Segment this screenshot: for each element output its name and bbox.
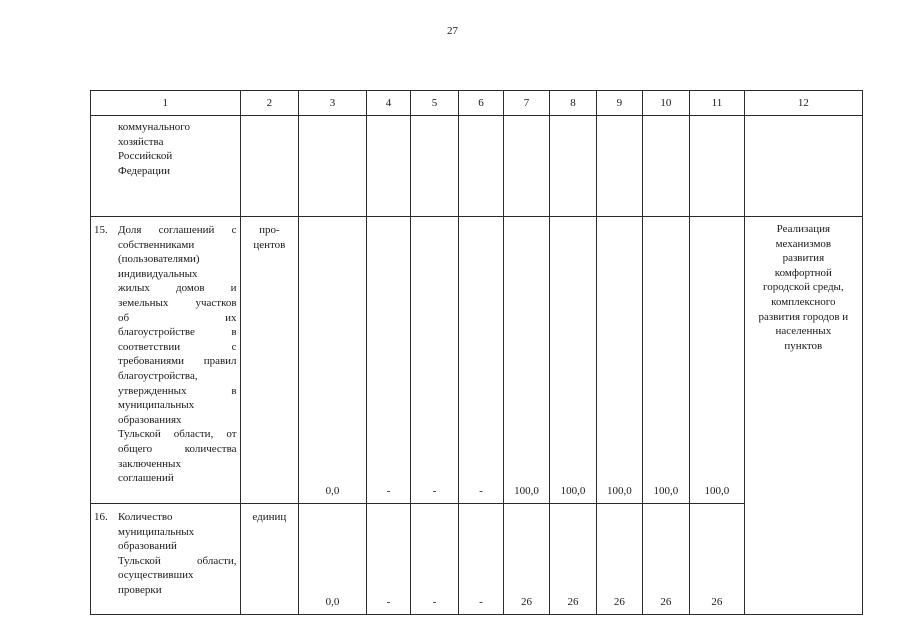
unit-cell xyxy=(240,116,299,217)
unit-cell: единиц xyxy=(240,504,299,615)
value-cell: - xyxy=(458,217,503,504)
value-cell: 26 xyxy=(642,504,689,615)
indicator-line: муниципальных xyxy=(118,399,195,412)
indicator-line: коммунального xyxy=(118,121,190,133)
indicator-line: Тульской области, xyxy=(118,554,237,567)
value-cell xyxy=(549,116,596,217)
row-number xyxy=(94,120,118,178)
col-header: 4 xyxy=(366,91,410,116)
indicator-line: индивидуальных xyxy=(118,267,198,280)
indicator-line: Доля соглашений с xyxy=(118,224,237,236)
indicator-line: благоустройстве в xyxy=(118,326,237,339)
col-header: 6 xyxy=(458,91,503,116)
value-cell: 26 xyxy=(504,504,549,615)
indicator-line: Количество xyxy=(118,511,173,523)
value-cell xyxy=(504,116,549,217)
indicator-line: осуществивших xyxy=(118,569,194,582)
value-cell: 26 xyxy=(690,504,745,615)
indicator-line: требованиями правил xyxy=(118,355,237,368)
col-header: 5 xyxy=(411,91,458,116)
unit-cell: про- центов xyxy=(240,217,299,504)
indicator-line: Федерации xyxy=(118,164,170,177)
indicator-line: хозяйства xyxy=(118,135,164,148)
value-cell xyxy=(597,116,642,217)
indicator-line: соглашений xyxy=(118,472,174,485)
value-cell: 100,0 xyxy=(597,217,642,504)
row-number: 15. xyxy=(94,224,108,236)
indicator-line: Тульской области, от xyxy=(118,428,237,441)
value-cell: 26 xyxy=(597,504,642,615)
indicator-line: муниципальных xyxy=(118,525,195,538)
value-cell xyxy=(411,116,458,217)
value-cell: - xyxy=(458,504,503,615)
indicator-line: (пользователями) xyxy=(118,253,200,266)
value-cell: 100,0 xyxy=(690,217,745,504)
value-cell: 100,0 xyxy=(504,217,549,504)
col-header: 12 xyxy=(744,91,862,116)
col-header: 8 xyxy=(549,91,596,116)
indicator-line: Российской xyxy=(118,150,173,163)
indicator-line: собственниками xyxy=(118,238,195,251)
indicator-text xyxy=(118,223,237,486)
indicator-cell xyxy=(91,504,241,615)
value-cell: 0,0 xyxy=(299,504,367,615)
value-cell: 100,0 xyxy=(642,217,689,504)
indicator-line: утвержденных в xyxy=(118,384,237,397)
indicator-line: заключенных xyxy=(118,457,181,470)
value-cell xyxy=(458,116,503,217)
indicators-table xyxy=(90,90,863,615)
header-row xyxy=(91,91,863,116)
col-header: 10 xyxy=(642,91,689,116)
table-row-15 xyxy=(91,217,863,504)
value-cell: - xyxy=(366,217,410,504)
col-header: 2 xyxy=(240,91,299,116)
value-cell xyxy=(366,116,410,217)
col-header: 9 xyxy=(597,91,642,116)
col-header: 1 xyxy=(91,91,241,116)
value-cell: - xyxy=(411,504,458,615)
value-cell: 0,0 xyxy=(299,217,367,504)
indicator-line: об их xyxy=(118,311,237,324)
note-cell-empty xyxy=(744,116,862,217)
indicator-text xyxy=(118,120,237,178)
value-cell: 100,0 xyxy=(549,217,596,504)
note-cell: Реализация механизмов развития комфортной городской среды, комплексного развития городов и населенных пунктов xyxy=(744,217,862,615)
indicator-cell xyxy=(91,217,241,504)
col-header: 3 xyxy=(299,91,367,116)
table-row-continuation xyxy=(91,116,863,217)
value-cell xyxy=(642,116,689,217)
indicator-text xyxy=(118,510,237,598)
value-cell: - xyxy=(366,504,410,615)
page-number: 27 xyxy=(447,25,458,37)
indicator-line: жилых домов и xyxy=(118,282,237,295)
col-header: 11 xyxy=(690,91,745,116)
value-cell xyxy=(690,116,745,217)
row-number: 16. xyxy=(94,511,108,523)
indicator-line: соответствии с xyxy=(118,340,237,353)
col-header: 7 xyxy=(504,91,549,116)
indicator-line: образований xyxy=(118,540,177,553)
indicator-line: образованиях xyxy=(118,413,182,426)
indicator-line: благоустройства, xyxy=(118,369,198,382)
indicator-cell xyxy=(91,116,241,217)
indicator-line: проверки xyxy=(118,583,162,596)
value-cell: 26 xyxy=(549,504,596,615)
value-cell xyxy=(299,116,367,217)
value-cell: - xyxy=(411,217,458,504)
indicator-line: общего количества xyxy=(118,442,237,455)
indicator-line: земельных участков xyxy=(118,296,237,309)
